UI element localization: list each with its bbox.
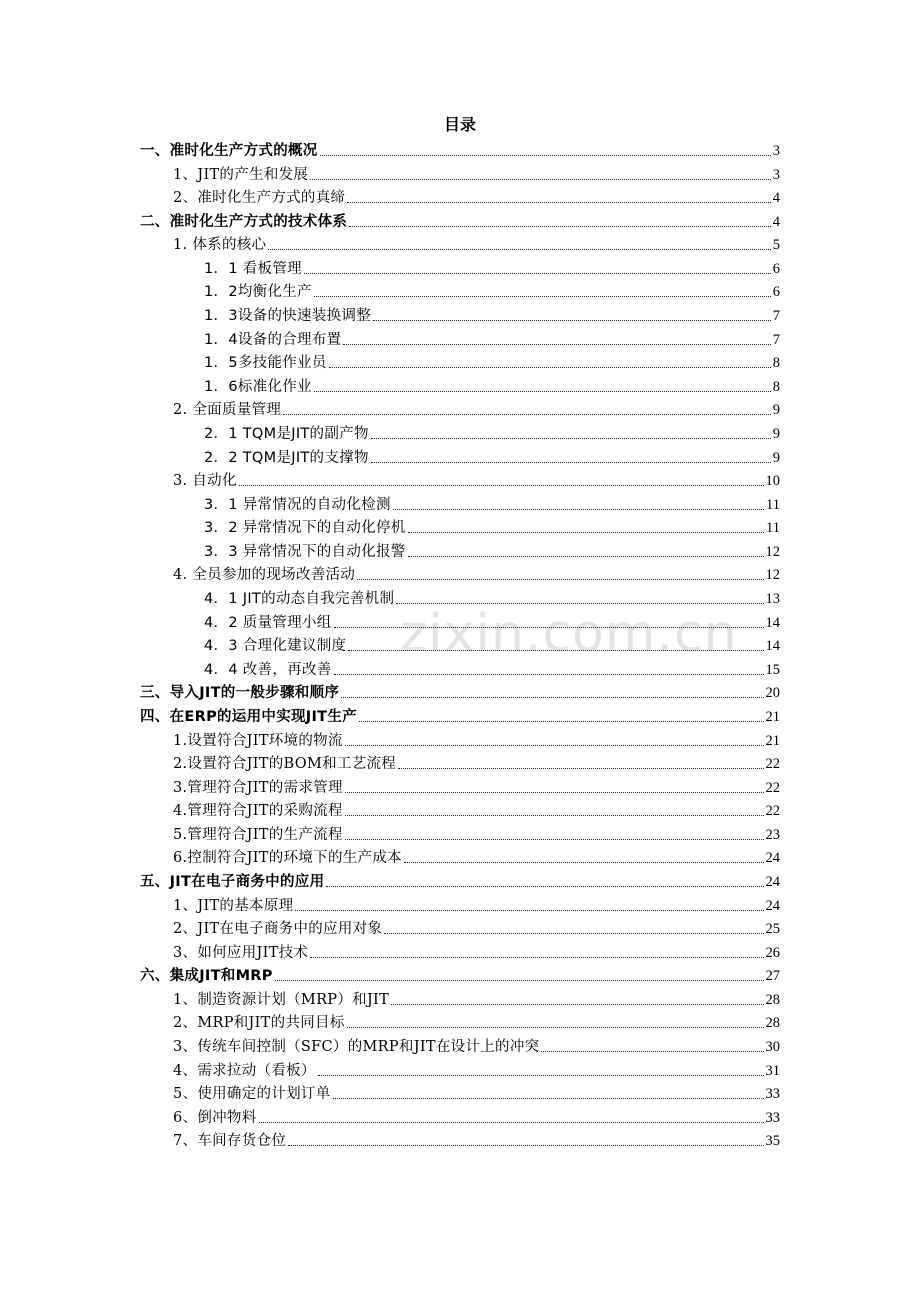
toc-entry-text: 1．6标准化作业 — [204, 378, 312, 395]
toc-entry[interactable] — [173, 941, 780, 963]
toc-entry-text: 2．2 TQM是JIT的支撑物 — [204, 449, 369, 466]
toc-entry-text: 六、集成JIT和MRP — [140, 968, 273, 985]
dot-leader — [283, 414, 771, 415]
toc-entry[interactable] — [173, 1059, 780, 1081]
dot-leader — [341, 697, 763, 698]
toc-entry-text: 2.设置符合JIT的BOM和工艺流程 — [173, 756, 397, 773]
dot-leader — [268, 249, 770, 250]
dot-leader — [259, 1122, 764, 1123]
toc-entry[interactable] — [173, 233, 780, 255]
toc-entry-text: 五、JIT在电子商务中的应用 — [140, 873, 325, 890]
toc-entry[interactable] — [204, 540, 780, 562]
dot-leader — [310, 179, 771, 180]
toc-entry-text: 7、车间存货仓位 — [173, 1133, 287, 1150]
toc-entry[interactable] — [173, 469, 780, 491]
toc-page-number: 3 — [772, 166, 780, 183]
toc-entry-text: 1. 体系的核心 — [173, 237, 267, 254]
toc-page-number: 24 — [765, 850, 780, 867]
toc-entry-text: 四、在ERP的运用中实现JIT生产 — [140, 708, 357, 725]
dot-leader — [347, 1027, 764, 1028]
toc-page-number: 22 — [765, 779, 780, 796]
toc-page-number: 9 — [772, 449, 780, 466]
toc-entry-text: 6.控制符合JIT的环境下的生产成本 — [173, 850, 402, 867]
dot-leader — [320, 155, 771, 156]
dot-leader — [404, 862, 764, 863]
toc-page-number: 33 — [765, 1086, 780, 1103]
toc-entry[interactable] — [173, 823, 780, 845]
toc-entry[interactable] — [173, 776, 780, 798]
toc-page-number: 14 — [765, 638, 780, 655]
dot-leader — [393, 509, 764, 510]
toc-page-number: 11 — [766, 496, 780, 513]
dot-leader — [334, 627, 764, 628]
dot-leader — [326, 886, 763, 887]
dot-leader — [343, 344, 770, 345]
toc-entry[interactable] — [173, 1011, 780, 1033]
toc-page-number: 13 — [765, 591, 780, 608]
toc-entry-text: 4．4 改善，再改善 — [204, 661, 332, 678]
toc-entry-text: 4. 全员参加的现场改善活动 — [173, 567, 356, 584]
dot-leader — [345, 839, 764, 840]
toc-entry-text: 1、JIT的产生和发展 — [173, 166, 309, 183]
toc-page-number: 26 — [765, 944, 780, 961]
dot-leader — [329, 367, 771, 368]
toc-entry-text: 3、如何应用JIT技术 — [173, 944, 309, 961]
toc-page-number: 24 — [765, 873, 780, 890]
toc-entry[interactable] — [140, 964, 780, 986]
dot-leader — [304, 273, 771, 274]
toc-entry[interactable] — [173, 917, 780, 939]
toc-entry-text: 2．1 TQM是JIT的副产物 — [204, 425, 369, 442]
toc-page-number: 23 — [765, 826, 780, 843]
toc-entry-text: 4．2 质量管理小组 — [204, 614, 332, 631]
toc-entry-text: 3．2 异常情况下的自动化停机 — [204, 520, 406, 537]
toc-page-number: 6 — [772, 260, 780, 277]
toc-entry-text: 1、JIT的基本原理 — [173, 897, 294, 914]
toc-page-number: 21 — [765, 732, 780, 749]
toc-entry-text: 1．2均衡化生产 — [204, 284, 312, 301]
toc-entry[interactable] — [140, 139, 780, 161]
toc-entry-text: 4．3 合理化建议制度 — [204, 638, 347, 655]
toc-page-number: 21 — [765, 708, 780, 725]
toc-entry-text: 3. 自动化 — [173, 473, 237, 490]
toc-entry-text: 3.管理符合JIT的需求管理 — [173, 779, 343, 796]
toc-entry[interactable] — [140, 705, 780, 727]
toc-entry-text: 1．3设备的快速装换调整 — [204, 308, 372, 325]
dot-leader — [357, 579, 763, 580]
toc-page-number: 7 — [772, 308, 780, 325]
toc-entry[interactable] — [173, 1129, 780, 1151]
dot-leader — [391, 1004, 763, 1005]
toc-entry[interactable] — [173, 894, 780, 916]
dot-leader — [239, 485, 764, 486]
toc-entry[interactable] — [204, 658, 780, 680]
toc-entry-text: 1．4设备的合理布置 — [204, 331, 342, 348]
toc-entry-text: 2、JIT在电子商务中的应用对象 — [173, 921, 383, 938]
toc-page-number: 14 — [765, 614, 780, 631]
toc-page-number: 10 — [765, 473, 780, 490]
toc-page-number: 28 — [765, 1015, 780, 1032]
toc-entry[interactable] — [204, 446, 780, 468]
toc-page-number: 30 — [765, 1039, 780, 1056]
dot-leader — [349, 226, 771, 227]
toc-entry-text: 3、传统车间控制（SFC）的MRP和JIT在设计上的冲突 — [173, 1039, 540, 1056]
toc-entry-text: 4.管理符合JIT的采购流程 — [173, 803, 343, 820]
toc-entry[interactable] — [204, 257, 780, 279]
toc-entry-text: 5、使用确定的计划订单 — [173, 1086, 331, 1103]
toc-entry-text: 2. 全面质量管理 — [173, 402, 282, 419]
toc-entry-text: 3．1 异常情况的自动化检测 — [204, 496, 391, 513]
toc-page-number: 8 — [772, 378, 780, 395]
toc-entry-text: 6、倒冲物料 — [173, 1109, 257, 1126]
toc-entry-text: 2、准时化生产方式的真缔 — [173, 190, 346, 207]
toc-page-number: 33 — [765, 1109, 780, 1126]
toc-entry[interactable] — [173, 799, 780, 821]
toc-page-number: 28 — [765, 991, 780, 1008]
dot-leader — [541, 1051, 763, 1052]
toc-entry[interactable] — [204, 587, 780, 609]
toc-entry[interactable] — [204, 280, 780, 302]
toc-entry[interactable] — [204, 328, 780, 350]
toc-entry[interactable] — [204, 516, 780, 538]
toc-page-number: 4 — [772, 190, 780, 207]
toc-page-number: 25 — [765, 921, 780, 938]
dot-leader — [314, 296, 771, 297]
dot-leader — [275, 980, 764, 981]
dot-leader — [334, 674, 764, 675]
dot-leader — [408, 556, 764, 557]
dot-leader — [345, 815, 764, 816]
toc-page-number: 12 — [765, 567, 780, 584]
toc-entry[interactable] — [204, 611, 780, 633]
toc-page-number: 15 — [765, 661, 780, 678]
toc-page-number: 6 — [772, 284, 780, 301]
toc-page-number: 12 — [765, 543, 780, 560]
toc-entry[interactable] — [204, 375, 780, 397]
toc-entry[interactable] — [173, 752, 780, 774]
toc-page-number: 9 — [772, 402, 780, 419]
dot-leader — [288, 1145, 763, 1146]
toc-entry-text: 4、需求拉动（看板） — [173, 1062, 316, 1079]
toc-entry-text: 3．3 异常情况下的自动化报警 — [204, 543, 406, 560]
toc-page-number: 7 — [772, 331, 780, 348]
toc-entry-text: 三、导入JIT的一般步骤和顺序 — [140, 685, 340, 702]
toc-entry-text: 1．5多技能作业员 — [204, 355, 327, 372]
toc-entry[interactable] — [173, 729, 780, 751]
dot-leader — [333, 1098, 764, 1099]
toc-page-number: 22 — [765, 756, 780, 773]
dot-leader — [310, 957, 763, 958]
dot-leader — [408, 532, 764, 533]
toc-entry[interactable] — [140, 210, 780, 232]
toc-page-number: 35 — [765, 1133, 780, 1150]
toc-entry-text: 1.设置符合JIT环境的物流 — [173, 732, 343, 749]
toc-page-number: 22 — [765, 803, 780, 820]
toc-entry-text: 4．1 JIT的动态自我完善机制 — [204, 591, 395, 608]
toc-entry[interactable] — [173, 1082, 780, 1104]
toc-page-number: 20 — [765, 685, 780, 702]
dot-leader — [345, 792, 764, 793]
toc-entry[interactable] — [173, 163, 780, 185]
toc-entry[interactable] — [173, 1106, 780, 1128]
toc-page-number: 3 — [772, 143, 780, 159]
dot-leader — [373, 320, 771, 321]
toc-entry[interactable] — [173, 988, 780, 1010]
dot-leader — [396, 603, 763, 604]
toc-page-number: 31 — [765, 1062, 780, 1079]
toc-entry[interactable] — [173, 398, 780, 420]
dot-leader — [295, 910, 763, 911]
toc-entry-text: 1．1 看板管理 — [204, 260, 302, 277]
toc-entry-text: 2、MRP和JIT的共同目标 — [173, 1015, 345, 1032]
dot-leader — [359, 721, 764, 722]
toc-entry[interactable] — [204, 304, 780, 326]
dot-leader — [345, 745, 764, 746]
dot-leader — [371, 438, 771, 439]
toc-entry[interactable] — [173, 186, 780, 208]
toc-page-number: 24 — [765, 897, 780, 914]
toc-entry-text: 1、制造资源计划（MRP）和JIT — [173, 991, 390, 1008]
toc-page-number: 4 — [772, 213, 780, 230]
dot-leader — [384, 933, 763, 934]
toc-entry[interactable] — [140, 681, 780, 703]
dot-leader — [348, 650, 763, 651]
dot-leader — [371, 462, 771, 463]
toc-entry-text: 一、准时化生产方式的概况 — [140, 143, 318, 159]
toc-entry[interactable] — [173, 1035, 780, 1057]
toc-entry[interactable] — [173, 563, 780, 585]
toc-page-number: 5 — [772, 237, 780, 254]
toc-page-number: 8 — [772, 355, 780, 372]
toc-entry[interactable] — [204, 634, 780, 656]
dot-leader — [347, 202, 770, 203]
toc-entry[interactable] — [140, 870, 780, 892]
toc-entry[interactable] — [204, 422, 780, 444]
toc-entry-text: 5.管理符合JIT的生产流程 — [173, 826, 343, 843]
toc-entry-text: 二、准时化生产方式的技术体系 — [140, 213, 348, 230]
toc-page-number: 27 — [765, 968, 780, 985]
dot-leader — [318, 1075, 764, 1076]
toc-entry[interactable] — [204, 351, 780, 373]
toc-title: 目录 — [443, 115, 476, 134]
watermark: zixin.com.cn — [400, 604, 738, 664]
toc-page-number: 11 — [766, 520, 780, 537]
toc-entry[interactable] — [173, 846, 780, 868]
toc-entry[interactable] — [204, 493, 780, 515]
dot-leader — [314, 391, 771, 392]
dot-leader — [398, 768, 763, 769]
toc-page-number: 9 — [772, 425, 780, 442]
